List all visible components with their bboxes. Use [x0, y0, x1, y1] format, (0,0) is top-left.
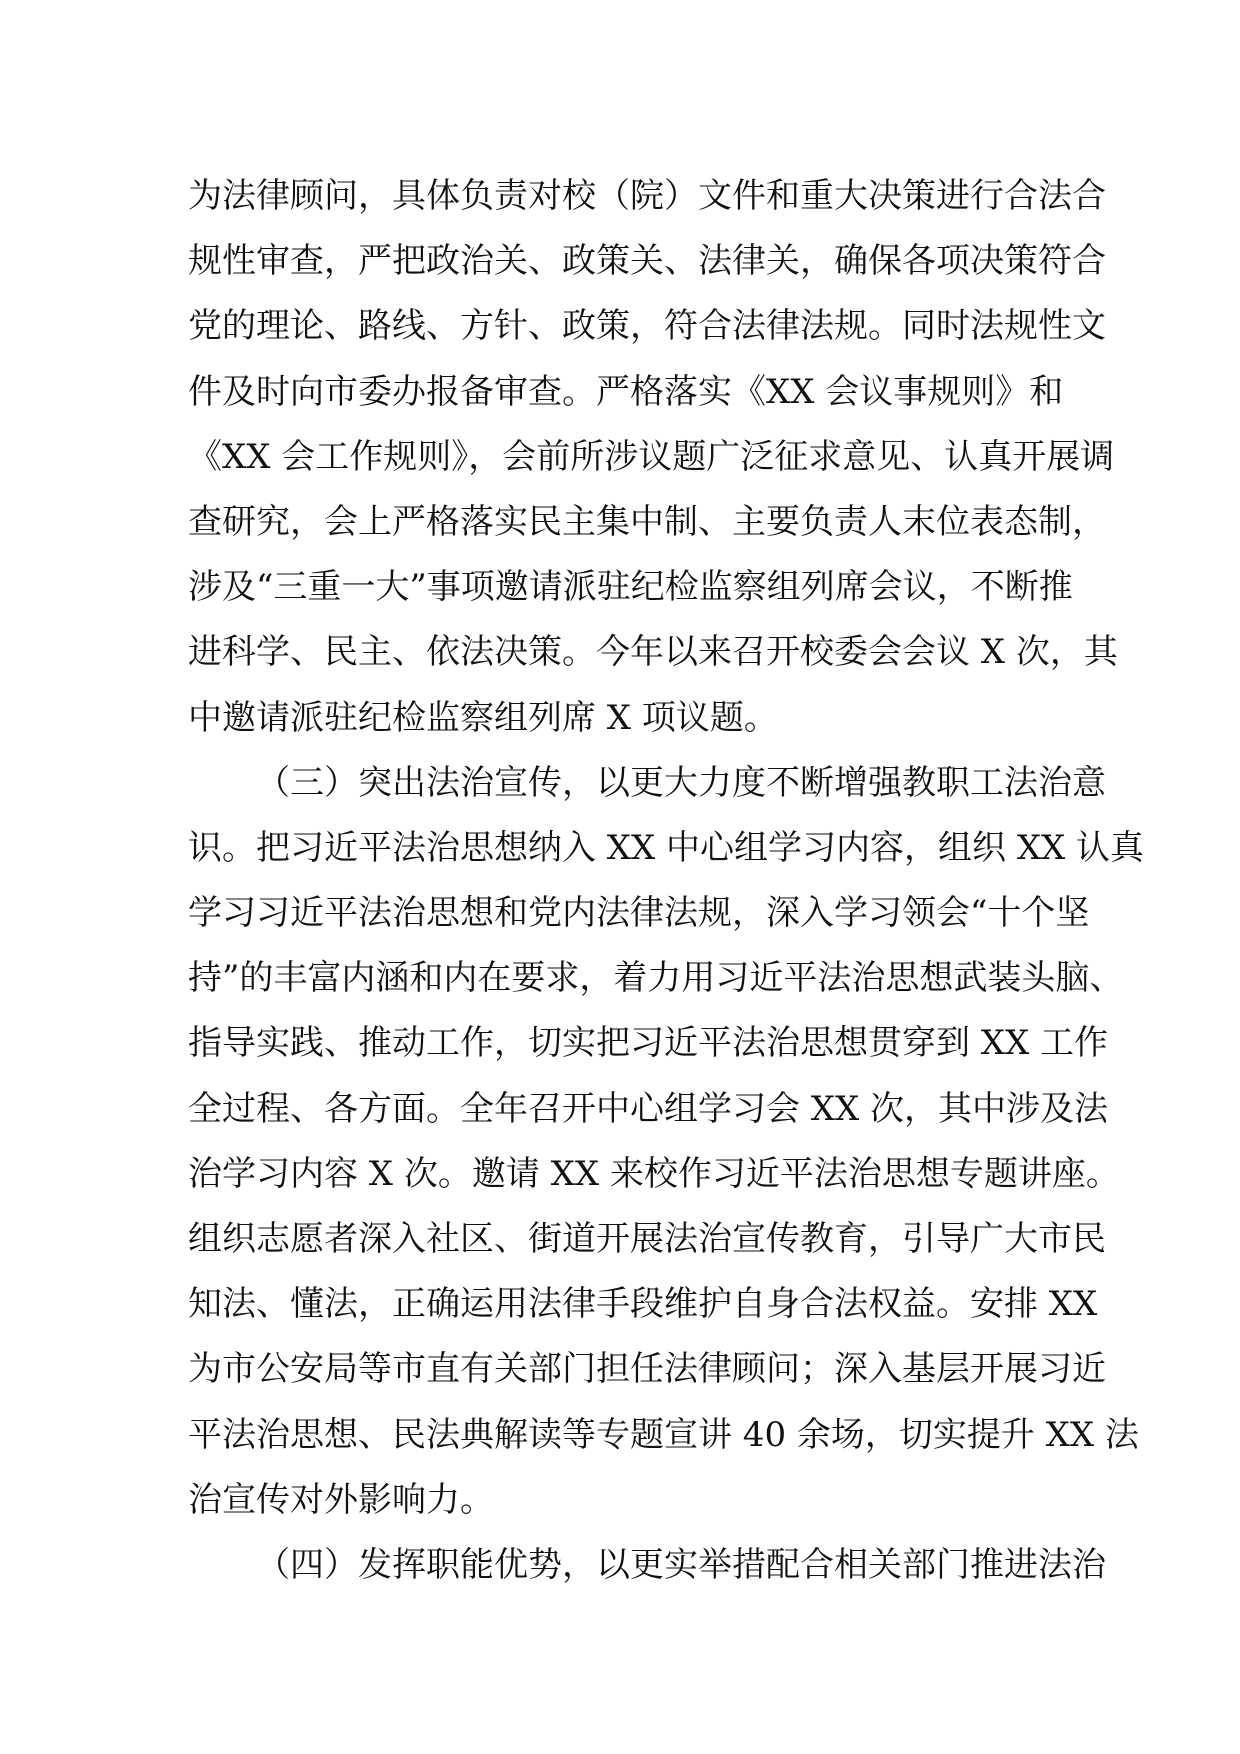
text-line: 平法治思想、民法典解读等专题宣讲 40 余场，切实提升 XX 法	[188, 1414, 1139, 1455]
text-line: 为法律顾问，具体负责对校（院）文件和重大决策进行合法合	[188, 176, 1106, 216]
text-line: 《XX 会工作规则》，会前所涉议题广泛征求意见、认真开展调	[188, 436, 1115, 477]
body-text	[188, 164, 1145, 1598]
section-heading-line: （三）突出法治宣传，以更大力度不断增强教职工法治意	[256, 762, 1106, 803]
text-line: 识。把习近平法治思想纳入 XX 中心组学习内容，组织 XX 认真	[188, 827, 1145, 868]
text-line: 全过程、各方面。全年召开中心组学习会 XX 次，其中涉及法	[188, 1088, 1109, 1129]
text-line: 治学习内容 X 次。邀请 XX 来校作习近平法治思想专题讲座。	[188, 1153, 1120, 1194]
text-line: 组织志愿者深入社区、街道开展法治宣传教育，引导广大市民	[188, 1219, 1106, 1259]
text-line: 涉及“三重一大”事项邀请派驻纪检监察组列席会议，不断推	[188, 567, 1073, 608]
text-line: 为市公安局等市直有关部门担任法律顾问；深入基层开展习近	[188, 1349, 1106, 1390]
text-line: 规性审查，严把政治关、政策关、法律关，确保各项决策符合	[188, 241, 1106, 282]
text-line: 查研究，会上严格落实民主集中制、主要负责人末位表态制，	[188, 501, 1106, 542]
text-line: 治宣传对外影响力。	[188, 1479, 494, 1520]
text-line: 进科学、民主、依法决策。今年以来召开校委会会议 X 次，其	[188, 632, 1118, 673]
text-line: 知法、懂法，正确运用法律手段维护自身合法权益。安排 XX	[188, 1284, 1098, 1325]
text-line: 学习习近平法治思想和党内法律法规，深入学习领会“十个坚	[188, 893, 1090, 934]
text-line: 持”的丰富内涵和内在要求，着力用习近平法治思想武装头脑、	[188, 958, 1124, 999]
text-line: 中邀请派驻纪检监察组列席 X 项议题。	[188, 697, 778, 738]
text-line: 件及时向市委办报备审查。严格落实《XX 会议事规则》和	[188, 371, 1064, 412]
text-line: 党的理论、路线、方针、政策，符合法律法规。同时法规性文	[188, 306, 1106, 347]
section-heading-line: （四）发挥职能优势，以更实举措配合相关部门推进法治	[256, 1544, 1106, 1585]
text-line: 指导实践、推动工作，切实把习近平法治思想贯穿到 XX 工作	[188, 1023, 1109, 1064]
